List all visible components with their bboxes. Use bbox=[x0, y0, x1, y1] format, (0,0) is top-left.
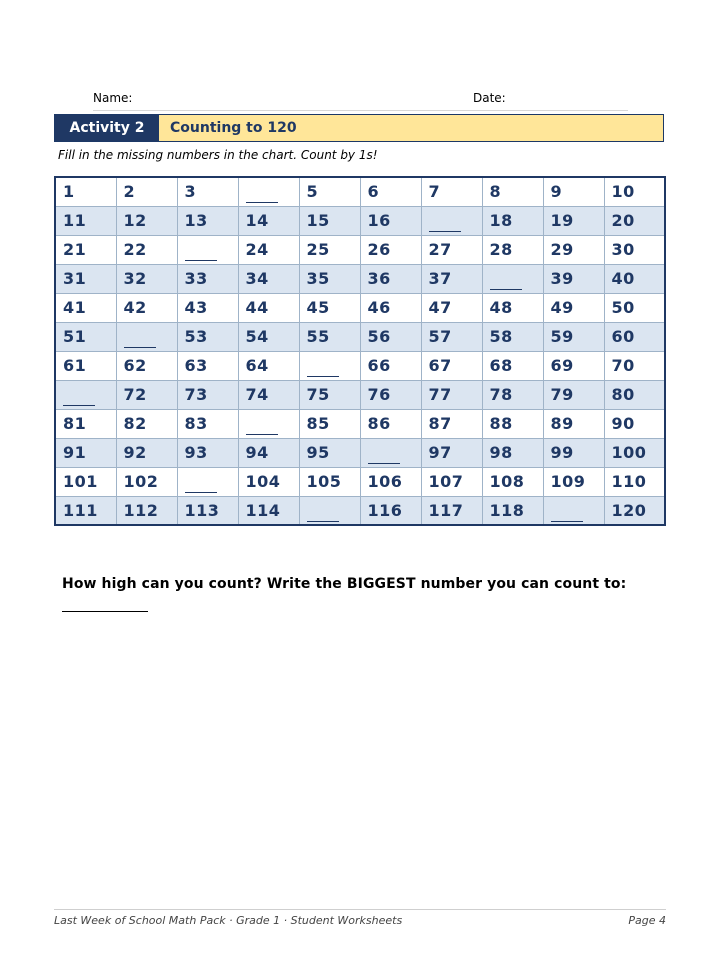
number-cell: 72 bbox=[116, 380, 177, 409]
number-cell: 46 bbox=[360, 293, 421, 322]
number-cell: 21 bbox=[55, 235, 116, 264]
number-cell: 48 bbox=[482, 293, 543, 322]
blank-line bbox=[246, 202, 278, 203]
blank-line bbox=[307, 521, 339, 522]
number-cell: 24 bbox=[238, 235, 299, 264]
number-cell: 12 bbox=[116, 206, 177, 235]
number-cell: 58 bbox=[482, 322, 543, 351]
number-cell: 33 bbox=[177, 264, 238, 293]
page-number: Page 4 bbox=[628, 914, 666, 927]
number-cell: 2 bbox=[116, 177, 177, 206]
activity-tag: Activity 2 bbox=[55, 115, 159, 141]
chart-row bbox=[55, 177, 665, 206]
number-cell: 22 bbox=[116, 235, 177, 264]
number-cell: 74 bbox=[238, 380, 299, 409]
number-cell: 11 bbox=[55, 206, 116, 235]
number-cell: 76 bbox=[360, 380, 421, 409]
chart-row bbox=[55, 351, 665, 380]
number-cell: 79 bbox=[543, 380, 604, 409]
number-cell: 35 bbox=[299, 264, 360, 293]
number-cell: 95 bbox=[299, 438, 360, 467]
blank-cell[interactable] bbox=[360, 438, 421, 467]
number-cell: 34 bbox=[238, 264, 299, 293]
blank-line bbox=[63, 405, 95, 406]
activity-title: Counting to 120 bbox=[159, 115, 663, 141]
number-cell: 18 bbox=[482, 206, 543, 235]
chart-row bbox=[55, 467, 665, 496]
number-cell: 8 bbox=[482, 177, 543, 206]
number-cell: 5 bbox=[299, 177, 360, 206]
date-label: Date: bbox=[473, 91, 506, 105]
number-cell: 117 bbox=[421, 496, 482, 525]
number-cell: 15 bbox=[299, 206, 360, 235]
blank-line bbox=[490, 289, 522, 290]
number-cell: 47 bbox=[421, 293, 482, 322]
blank-cell[interactable] bbox=[55, 380, 116, 409]
blank-cell[interactable] bbox=[116, 322, 177, 351]
number-cell: 113 bbox=[177, 496, 238, 525]
number-cell: 106 bbox=[360, 467, 421, 496]
number-cell: 50 bbox=[604, 293, 665, 322]
blank-cell[interactable] bbox=[543, 496, 604, 525]
number-cell: 14 bbox=[238, 206, 299, 235]
question-text: How high can you count? Write the BIGGEST number you can count to: bbox=[62, 576, 627, 592]
hundreds-chart bbox=[54, 176, 666, 526]
name-label: Name: bbox=[93, 91, 133, 105]
number-cell: 62 bbox=[116, 351, 177, 380]
chart-row bbox=[55, 496, 665, 525]
blank-line bbox=[307, 376, 339, 377]
number-cell: 40 bbox=[604, 264, 665, 293]
number-cell: 43 bbox=[177, 293, 238, 322]
number-cell: 3 bbox=[177, 177, 238, 206]
number-cell: 66 bbox=[360, 351, 421, 380]
number-cell: 32 bbox=[116, 264, 177, 293]
number-cell: 61 bbox=[55, 351, 116, 380]
number-cell: 116 bbox=[360, 496, 421, 525]
instructions: Fill in the missing numbers in the chart. Count by 1s! bbox=[58, 148, 378, 162]
chart-row bbox=[55, 235, 665, 264]
number-cell: 112 bbox=[116, 496, 177, 525]
chart-row bbox=[55, 380, 665, 409]
number-cell: 104 bbox=[238, 467, 299, 496]
blank-cell[interactable] bbox=[177, 467, 238, 496]
blank-line bbox=[185, 260, 217, 261]
number-cell: 55 bbox=[299, 322, 360, 351]
number-cell: 57 bbox=[421, 322, 482, 351]
number-cell: 16 bbox=[360, 206, 421, 235]
blank-line bbox=[185, 492, 217, 493]
number-cell: 88 bbox=[482, 409, 543, 438]
number-cell: 73 bbox=[177, 380, 238, 409]
number-cell: 108 bbox=[482, 467, 543, 496]
number-cell: 110 bbox=[604, 467, 665, 496]
number-cell: 90 bbox=[604, 409, 665, 438]
number-cell: 49 bbox=[543, 293, 604, 322]
number-cell: 68 bbox=[482, 351, 543, 380]
number-cell: 29 bbox=[543, 235, 604, 264]
number-cell: 86 bbox=[360, 409, 421, 438]
footer-divider bbox=[54, 909, 666, 910]
number-cell: 94 bbox=[238, 438, 299, 467]
number-cell: 1 bbox=[55, 177, 116, 206]
answer-line[interactable] bbox=[62, 611, 148, 612]
chart-row bbox=[55, 293, 665, 322]
number-cell: 54 bbox=[238, 322, 299, 351]
number-cell: 97 bbox=[421, 438, 482, 467]
number-cell: 78 bbox=[482, 380, 543, 409]
number-cell: 60 bbox=[604, 322, 665, 351]
number-cell: 6 bbox=[360, 177, 421, 206]
number-cell: 105 bbox=[299, 467, 360, 496]
number-cell: 63 bbox=[177, 351, 238, 380]
number-cell: 87 bbox=[421, 409, 482, 438]
chart-row bbox=[55, 322, 665, 351]
blank-line bbox=[551, 521, 583, 522]
blank-cell[interactable] bbox=[299, 351, 360, 380]
blank-cell[interactable] bbox=[421, 206, 482, 235]
blank-line bbox=[124, 347, 156, 348]
number-cell: 53 bbox=[177, 322, 238, 351]
number-cell: 114 bbox=[238, 496, 299, 525]
blank-line bbox=[429, 231, 461, 232]
number-cell: 26 bbox=[360, 235, 421, 264]
number-cell: 27 bbox=[421, 235, 482, 264]
number-cell: 100 bbox=[604, 438, 665, 467]
number-cell: 107 bbox=[421, 467, 482, 496]
number-cell: 77 bbox=[421, 380, 482, 409]
number-cell: 82 bbox=[116, 409, 177, 438]
number-cell: 36 bbox=[360, 264, 421, 293]
number-cell: 81 bbox=[55, 409, 116, 438]
number-cell: 93 bbox=[177, 438, 238, 467]
number-cell: 51 bbox=[55, 322, 116, 351]
number-cell: 10 bbox=[604, 177, 665, 206]
number-cell: 89 bbox=[543, 409, 604, 438]
number-cell: 28 bbox=[482, 235, 543, 264]
number-cell: 83 bbox=[177, 409, 238, 438]
chart-row bbox=[55, 264, 665, 293]
number-cell: 37 bbox=[421, 264, 482, 293]
number-cell: 102 bbox=[116, 467, 177, 496]
number-cell: 111 bbox=[55, 496, 116, 525]
number-cell: 85 bbox=[299, 409, 360, 438]
number-cell: 109 bbox=[543, 467, 604, 496]
number-cell: 75 bbox=[299, 380, 360, 409]
number-cell: 7 bbox=[421, 177, 482, 206]
blank-cell[interactable] bbox=[238, 177, 299, 206]
blank-line bbox=[368, 463, 400, 464]
number-cell: 19 bbox=[543, 206, 604, 235]
number-cell: 120 bbox=[604, 496, 665, 525]
number-cell: 67 bbox=[421, 351, 482, 380]
number-cell: 31 bbox=[55, 264, 116, 293]
number-cell: 69 bbox=[543, 351, 604, 380]
number-cell: 64 bbox=[238, 351, 299, 380]
chart-row bbox=[55, 409, 665, 438]
blank-cell[interactable] bbox=[482, 264, 543, 293]
number-cell: 39 bbox=[543, 264, 604, 293]
blank-cell[interactable] bbox=[177, 235, 238, 264]
blank-cell[interactable] bbox=[238, 409, 299, 438]
name-date-row bbox=[93, 90, 628, 111]
activity-header bbox=[54, 114, 664, 142]
number-cell: 25 bbox=[299, 235, 360, 264]
number-cell: 42 bbox=[116, 293, 177, 322]
number-cell: 30 bbox=[604, 235, 665, 264]
number-cell: 70 bbox=[604, 351, 665, 380]
number-cell: 45 bbox=[299, 293, 360, 322]
number-cell: 118 bbox=[482, 496, 543, 525]
number-cell: 13 bbox=[177, 206, 238, 235]
chart-row bbox=[55, 438, 665, 467]
number-cell: 20 bbox=[604, 206, 665, 235]
number-cell: 92 bbox=[116, 438, 177, 467]
number-cell: 101 bbox=[55, 467, 116, 496]
number-cell: 91 bbox=[55, 438, 116, 467]
number-cell: 59 bbox=[543, 322, 604, 351]
number-cell: 9 bbox=[543, 177, 604, 206]
number-cell: 41 bbox=[55, 293, 116, 322]
number-cell: 99 bbox=[543, 438, 604, 467]
number-cell: 56 bbox=[360, 322, 421, 351]
number-cell: 44 bbox=[238, 293, 299, 322]
number-cell: 98 bbox=[482, 438, 543, 467]
footer-title: Last Week of School Math Pack · Grade 1 · Student Worksheets bbox=[54, 914, 403, 927]
blank-cell[interactable] bbox=[299, 496, 360, 525]
chart-row bbox=[55, 206, 665, 235]
number-cell: 80 bbox=[604, 380, 665, 409]
blank-line bbox=[246, 434, 278, 435]
